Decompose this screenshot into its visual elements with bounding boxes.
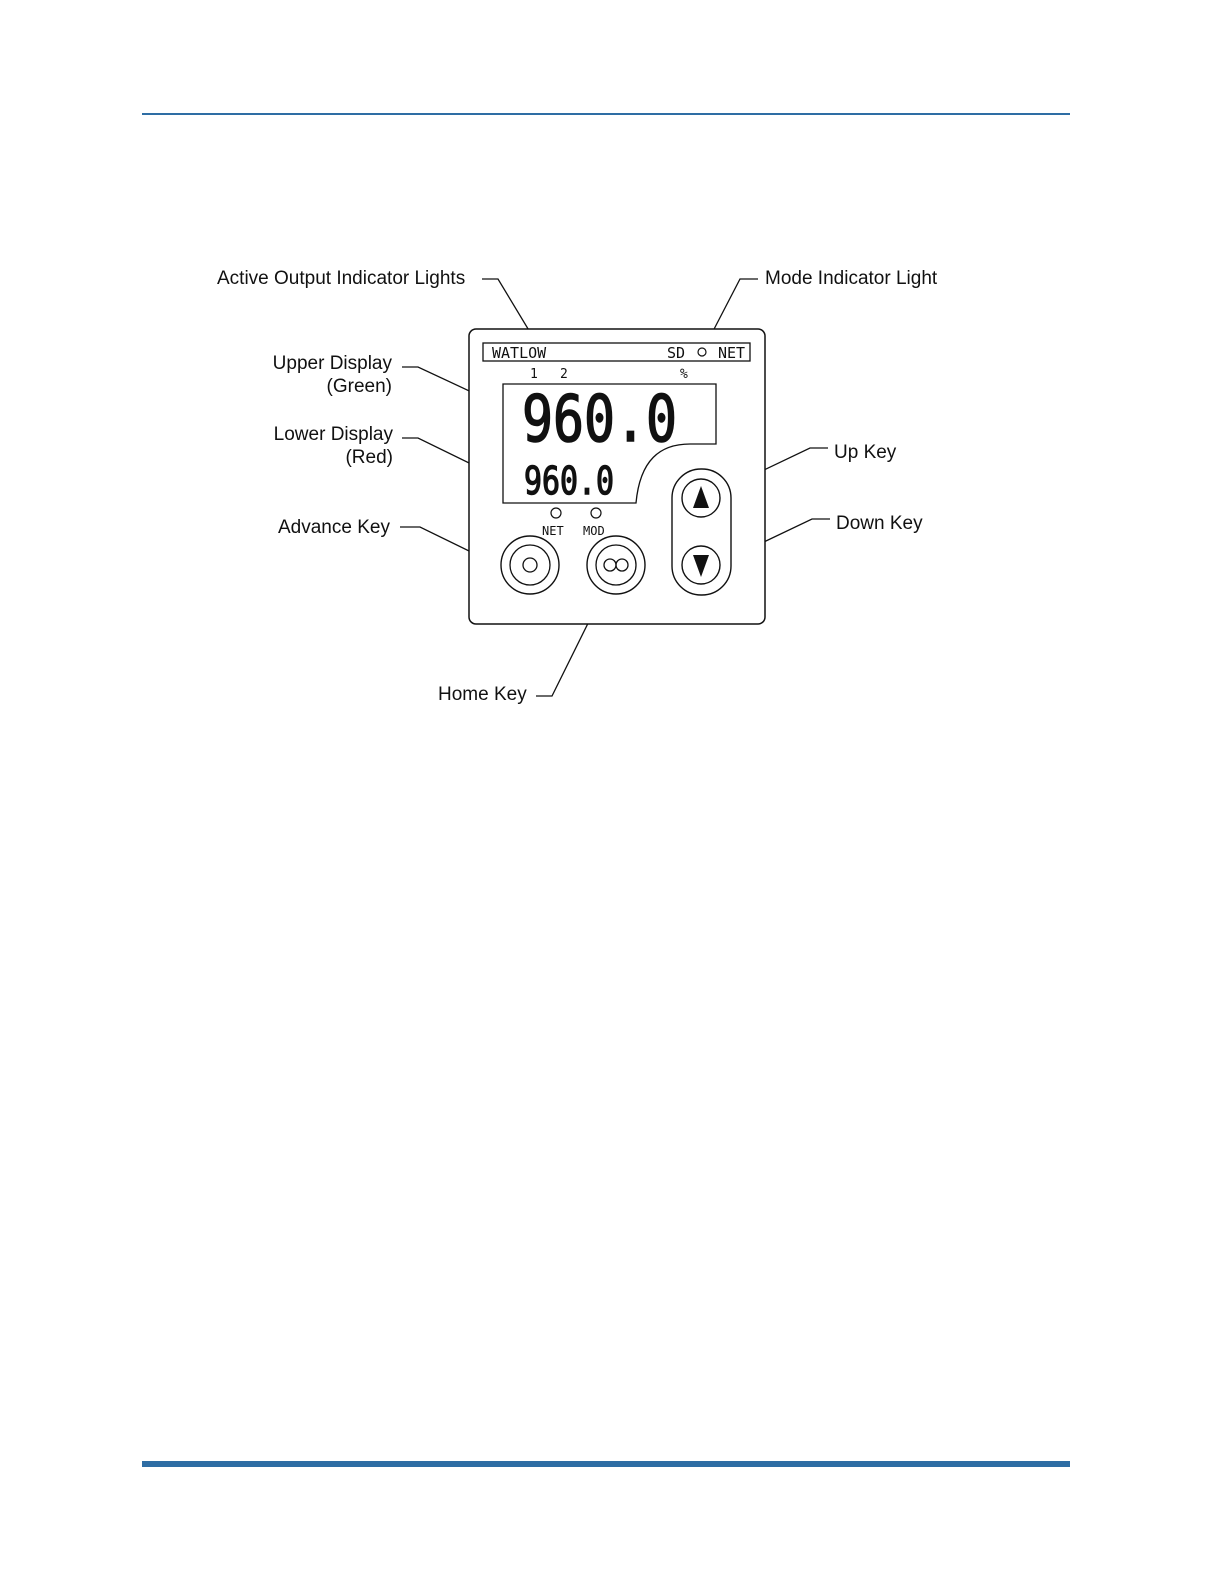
network-name: NET: [718, 344, 746, 362]
label-lower-display: Lower Display: [273, 424, 393, 445]
output-1-indicator: 1: [530, 367, 538, 382]
home-key[interactable]: [587, 536, 645, 594]
label-home-key: Home Key: [438, 684, 527, 705]
output-2-indicator: 2: [560, 367, 568, 382]
brand-name: WATLOW: [492, 344, 547, 362]
mode-symbol: %: [680, 367, 688, 382]
mod-led-label: MOD: [583, 524, 605, 538]
label-upper-display: Upper Display: [272, 353, 392, 374]
net-led: [551, 508, 561, 518]
label-lower-display-color: (Red): [345, 447, 393, 468]
down-key[interactable]: [682, 546, 720, 584]
advance-ring-icon: [523, 558, 537, 572]
label-advance-key: Advance Key: [278, 517, 390, 538]
net-led-label: NET: [542, 524, 564, 538]
label-down-key: Down Key: [836, 513, 923, 534]
up-key[interactable]: [682, 479, 720, 517]
advance-key[interactable]: [501, 536, 559, 594]
label-up-key: Up Key: [834, 442, 897, 463]
mod-led: [591, 508, 601, 518]
label-mode-indicator-light: Mode Indicator Light: [765, 268, 938, 289]
model-name: SD: [667, 344, 686, 362]
lower-display-value: 960.0: [524, 459, 614, 503]
label-upper-display-color: (Green): [326, 376, 392, 397]
upper-display-value: 960.0: [522, 383, 677, 457]
label-active-output-indicator-lights: Active Output Indicator Lights: [217, 268, 466, 289]
